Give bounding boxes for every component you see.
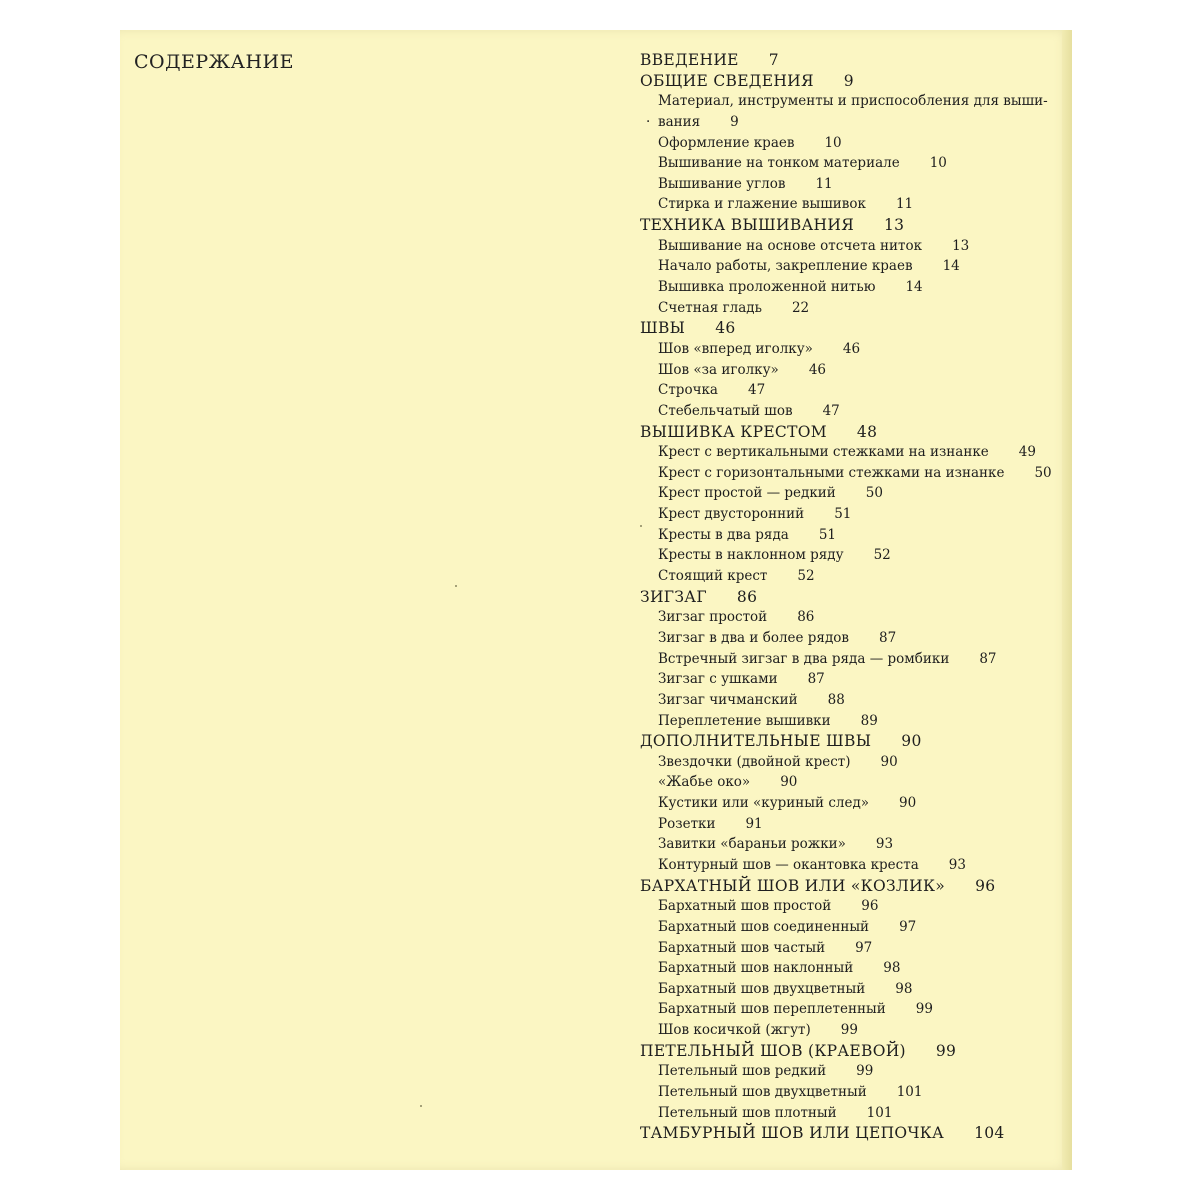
toc-title: Строчка — [658, 382, 718, 399]
toc-title: ДОПОЛНИТЕЛЬНЫЕ ШВЫ — [640, 732, 872, 751]
toc-section — [640, 587, 1070, 608]
toc-page-number: 90 — [880, 753, 898, 770]
toc-entry — [640, 793, 1070, 814]
toc-title: Зигзаг чичманский — [658, 691, 798, 708]
toc-page-number: 101 — [866, 1104, 893, 1121]
toc-title: ОБЩИЕ СВЕДЕНИЯ — [640, 71, 814, 90]
toc-page-number: 14 — [905, 279, 923, 296]
toc-page-number: 101 — [896, 1084, 923, 1101]
toc-page-number: 10 — [929, 155, 947, 172]
toc-entry — [640, 1103, 1070, 1124]
toc-entry — [640, 256, 1070, 277]
toc-entry — [640, 401, 1070, 422]
toc-title: Стебельчатый шов — [658, 402, 793, 419]
toc-page-number: 52 — [797, 568, 815, 585]
toc-page-number: 98 — [883, 960, 901, 977]
toc-entry — [640, 442, 1070, 463]
toc-page-number: 99 — [915, 1001, 933, 1018]
toc-entry — [640, 834, 1070, 855]
toc-title: Зигзаг в два и более рядов — [658, 629, 849, 646]
toc-entry — [640, 999, 1070, 1020]
toc-entry — [640, 360, 1070, 381]
toc-section — [640, 318, 1070, 339]
toc-page-number: 99 — [856, 1063, 874, 1080]
toc-page-number: 97 — [899, 918, 917, 935]
toc-title: Шов «за иголку» — [658, 361, 779, 378]
toc-title: Крест простой — редкий — [658, 485, 836, 502]
toc-title: Зигзаг простой — [658, 609, 768, 626]
toc-page-number: 51 — [834, 506, 852, 523]
toc-entry — [640, 649, 1070, 670]
toc-title: Переплетение вышивки — [658, 712, 831, 729]
page-title: СОДЕРЖАНИЕ — [134, 51, 294, 73]
toc-page-number: 93 — [948, 856, 966, 873]
toc-section — [640, 215, 1070, 236]
toc-entry — [640, 525, 1070, 546]
toc-title: ШВЫ — [640, 319, 686, 338]
toc-page-number: 96 — [861, 898, 879, 915]
toc-entry — [640, 1061, 1070, 1082]
toc-title: Оформление краев — [658, 134, 795, 151]
toc-entry — [640, 958, 1070, 979]
toc-entry — [640, 1020, 1070, 1041]
toc-page-number: 97 — [855, 939, 873, 956]
toc-page-number: 50 — [865, 485, 883, 502]
toc-title: Вышивание углов — [658, 175, 786, 192]
toc-title: Шов «вперед иголку» — [658, 340, 813, 357]
toc-entry — [640, 938, 1070, 959]
toc-entry — [640, 917, 1070, 938]
toc-title: Кресты в наклонном ряду — [658, 547, 844, 564]
toc-title: Крест с вертикальными стежками на изнанке — [658, 444, 989, 461]
toc-title: Петельный шов двухцветный — [658, 1084, 867, 1101]
toc-page-number: 47 — [822, 402, 840, 419]
toc-page-number: 86 — [736, 587, 758, 606]
toc-entry — [640, 133, 1070, 154]
toc-title: Вышивание на основе отсчета ниток — [658, 237, 923, 254]
paper-speck — [640, 525, 642, 527]
toc-title: Шов косичкой (жгут) — [658, 1022, 811, 1039]
toc-title: Счетная гладь — [658, 299, 762, 316]
toc-section — [640, 71, 1070, 92]
toc-title: Начало работы, закрепление краев — [658, 258, 913, 275]
toc-page-number: 99 — [840, 1022, 858, 1039]
toc-title: Крест двусторонний — [658, 506, 805, 523]
toc-entry — [640, 277, 1070, 298]
toc-title: Стоящий крест — [658, 568, 768, 585]
toc-page-number: 46 — [715, 319, 736, 338]
toc-title: Петельный шов плотный — [658, 1104, 837, 1121]
toc-title: Вышивание на тонком материале — [658, 155, 900, 172]
paper-speck — [455, 585, 457, 587]
toc-title: Петельный шов редкий — [658, 1063, 827, 1080]
table-of-contents — [640, 50, 1070, 1144]
toc-page-number: 52 — [873, 547, 891, 564]
toc-page-number: 11 — [815, 175, 833, 192]
toc-page-number: 7 — [768, 51, 779, 69]
toc-title: Бархатный шов простой — [658, 898, 832, 915]
toc-page-number: 87 — [807, 671, 825, 688]
toc-entry — [640, 855, 1070, 876]
toc-title: Бархатный шов переплетенный — [658, 1001, 886, 1018]
toc-page-number: 50 — [1034, 464, 1052, 481]
toc-page-number: 9 — [843, 71, 854, 90]
toc-title: Стирка и глажение вышивок — [658, 196, 866, 213]
toc-page-number: 88 — [827, 691, 845, 708]
toc-title: БАРХАТНЫЙ ШОВ ИЛИ «КОЗЛИК» — [640, 876, 946, 895]
toc-entry — [640, 298, 1070, 319]
toc-entry — [640, 566, 1070, 587]
toc-title: Кресты в два ряда — [658, 526, 789, 543]
toc-page-number: 93 — [875, 836, 894, 853]
toc-page-number: 22 — [791, 299, 810, 316]
toc-entry — [640, 628, 1070, 649]
toc-section — [640, 50, 1070, 71]
toc-page-number: 99 — [935, 1041, 957, 1060]
toc-entry — [640, 979, 1070, 1000]
toc-entry — [640, 607, 1070, 628]
book-page — [120, 30, 1070, 1170]
toc-entry — [640, 545, 1070, 566]
toc-page-number: 10 — [824, 134, 842, 151]
toc-page-number: 49 — [1018, 444, 1036, 461]
toc-entry — [640, 690, 1070, 711]
toc-entry — [640, 772, 1070, 793]
toc-title: ПЕТЕЛЬНЫЙ ШОВ (КРАЕВОЙ) — [640, 1041, 906, 1060]
paper-speck — [420, 1105, 422, 1107]
toc-section — [640, 876, 1070, 897]
toc-title: Бархатный шов частый — [658, 939, 826, 956]
toc-title: Кустики или «куриный след» — [658, 795, 870, 812]
toc-title: Звездочки (двойной крест) — [658, 753, 851, 770]
toc-title: Завитки «бараньи рожки» — [658, 836, 846, 853]
toc-title: ВВЕДЕНИЕ — [640, 51, 739, 69]
toc-title: Бархатный шов наклонный — [658, 960, 854, 977]
toc-entry — [640, 711, 1070, 732]
toc-entry — [640, 91, 1070, 112]
leader-dot: · — [646, 113, 651, 130]
toc-entry — [640, 236, 1070, 257]
toc-page-number: 11 — [895, 196, 914, 213]
toc-title: Зигзаг с ушками — [658, 671, 778, 688]
toc-page-number: 86 — [797, 609, 815, 626]
toc-title: Бархатный шов соединенный — [658, 918, 870, 935]
toc-page-number: 87 — [879, 629, 897, 646]
toc-page-number: 13 — [884, 216, 905, 235]
toc-title: Бархатный шов двухцветный — [658, 980, 866, 997]
toc-entry — [640, 380, 1070, 401]
toc-title: ЗИГЗАГ — [640, 587, 707, 606]
toc-title: Материал, инструменты и приспособления для выши- — [658, 93, 1048, 110]
toc-page-number: 98 — [895, 980, 913, 997]
toc-page-number: 9 — [730, 113, 739, 130]
toc-page-number: 90 — [780, 774, 798, 791]
toc-entry — [640, 483, 1070, 504]
toc-page-number: 46 — [808, 361, 826, 378]
toc-entry — [640, 896, 1070, 917]
toc-title: Встречный зигзаг в два ряда — ромбики — [658, 650, 950, 667]
toc-entry — [640, 814, 1070, 835]
toc-page-number: 46 — [842, 340, 861, 357]
toc-section — [640, 731, 1070, 752]
toc-entry — [640, 1082, 1070, 1103]
toc-title: Вышивка проложенной нитью — [658, 279, 876, 296]
toc-entry — [640, 339, 1070, 360]
toc-page-number: 104 — [974, 1124, 1005, 1143]
toc-title: «Жабье око» — [658, 774, 751, 791]
toc-entry — [640, 463, 1070, 484]
toc-entry — [640, 194, 1070, 215]
toc-entry — [640, 112, 1070, 133]
toc-page-number: 87 — [979, 650, 997, 667]
toc-entry — [640, 153, 1070, 174]
toc-entry — [640, 174, 1070, 195]
toc-title: ТАМБУРНЫЙ ШОВ ИЛИ ЦЕПОЧКА — [640, 1124, 945, 1143]
toc-page-number: 14 — [942, 258, 960, 275]
toc-title: ВЫШИВКА КРЕСТОМ — [640, 422, 827, 441]
toc-title: ТЕХНИКА ВЫШИВАНИЯ — [640, 216, 855, 235]
toc-page-number: 48 — [856, 422, 878, 441]
toc-page-number: 89 — [860, 712, 878, 729]
toc-page-number: 91 — [745, 815, 763, 832]
toc-page-number: 51 — [818, 526, 836, 543]
toc-title: Розетки — [658, 815, 716, 832]
toc-section — [640, 1123, 1070, 1144]
toc-page-number: 47 — [747, 382, 766, 399]
toc-page-number: 90 — [901, 732, 922, 751]
toc-entry — [640, 752, 1070, 773]
toc-section — [640, 1041, 1070, 1062]
toc-page-number: 13 — [952, 237, 970, 254]
toc-title: вания — [658, 113, 701, 130]
toc-section — [640, 422, 1070, 443]
toc-entry — [640, 669, 1070, 690]
page-edge-shadow — [1062, 30, 1072, 1170]
toc-page-number: 96 — [975, 876, 996, 895]
toc-entry — [640, 504, 1070, 525]
toc-title: Контурный шов — окантовка креста — [658, 856, 919, 873]
toc-title: Крест с горизонтальными стежками на изнанке — [658, 464, 1005, 481]
toc-page-number: 90 — [899, 795, 917, 812]
